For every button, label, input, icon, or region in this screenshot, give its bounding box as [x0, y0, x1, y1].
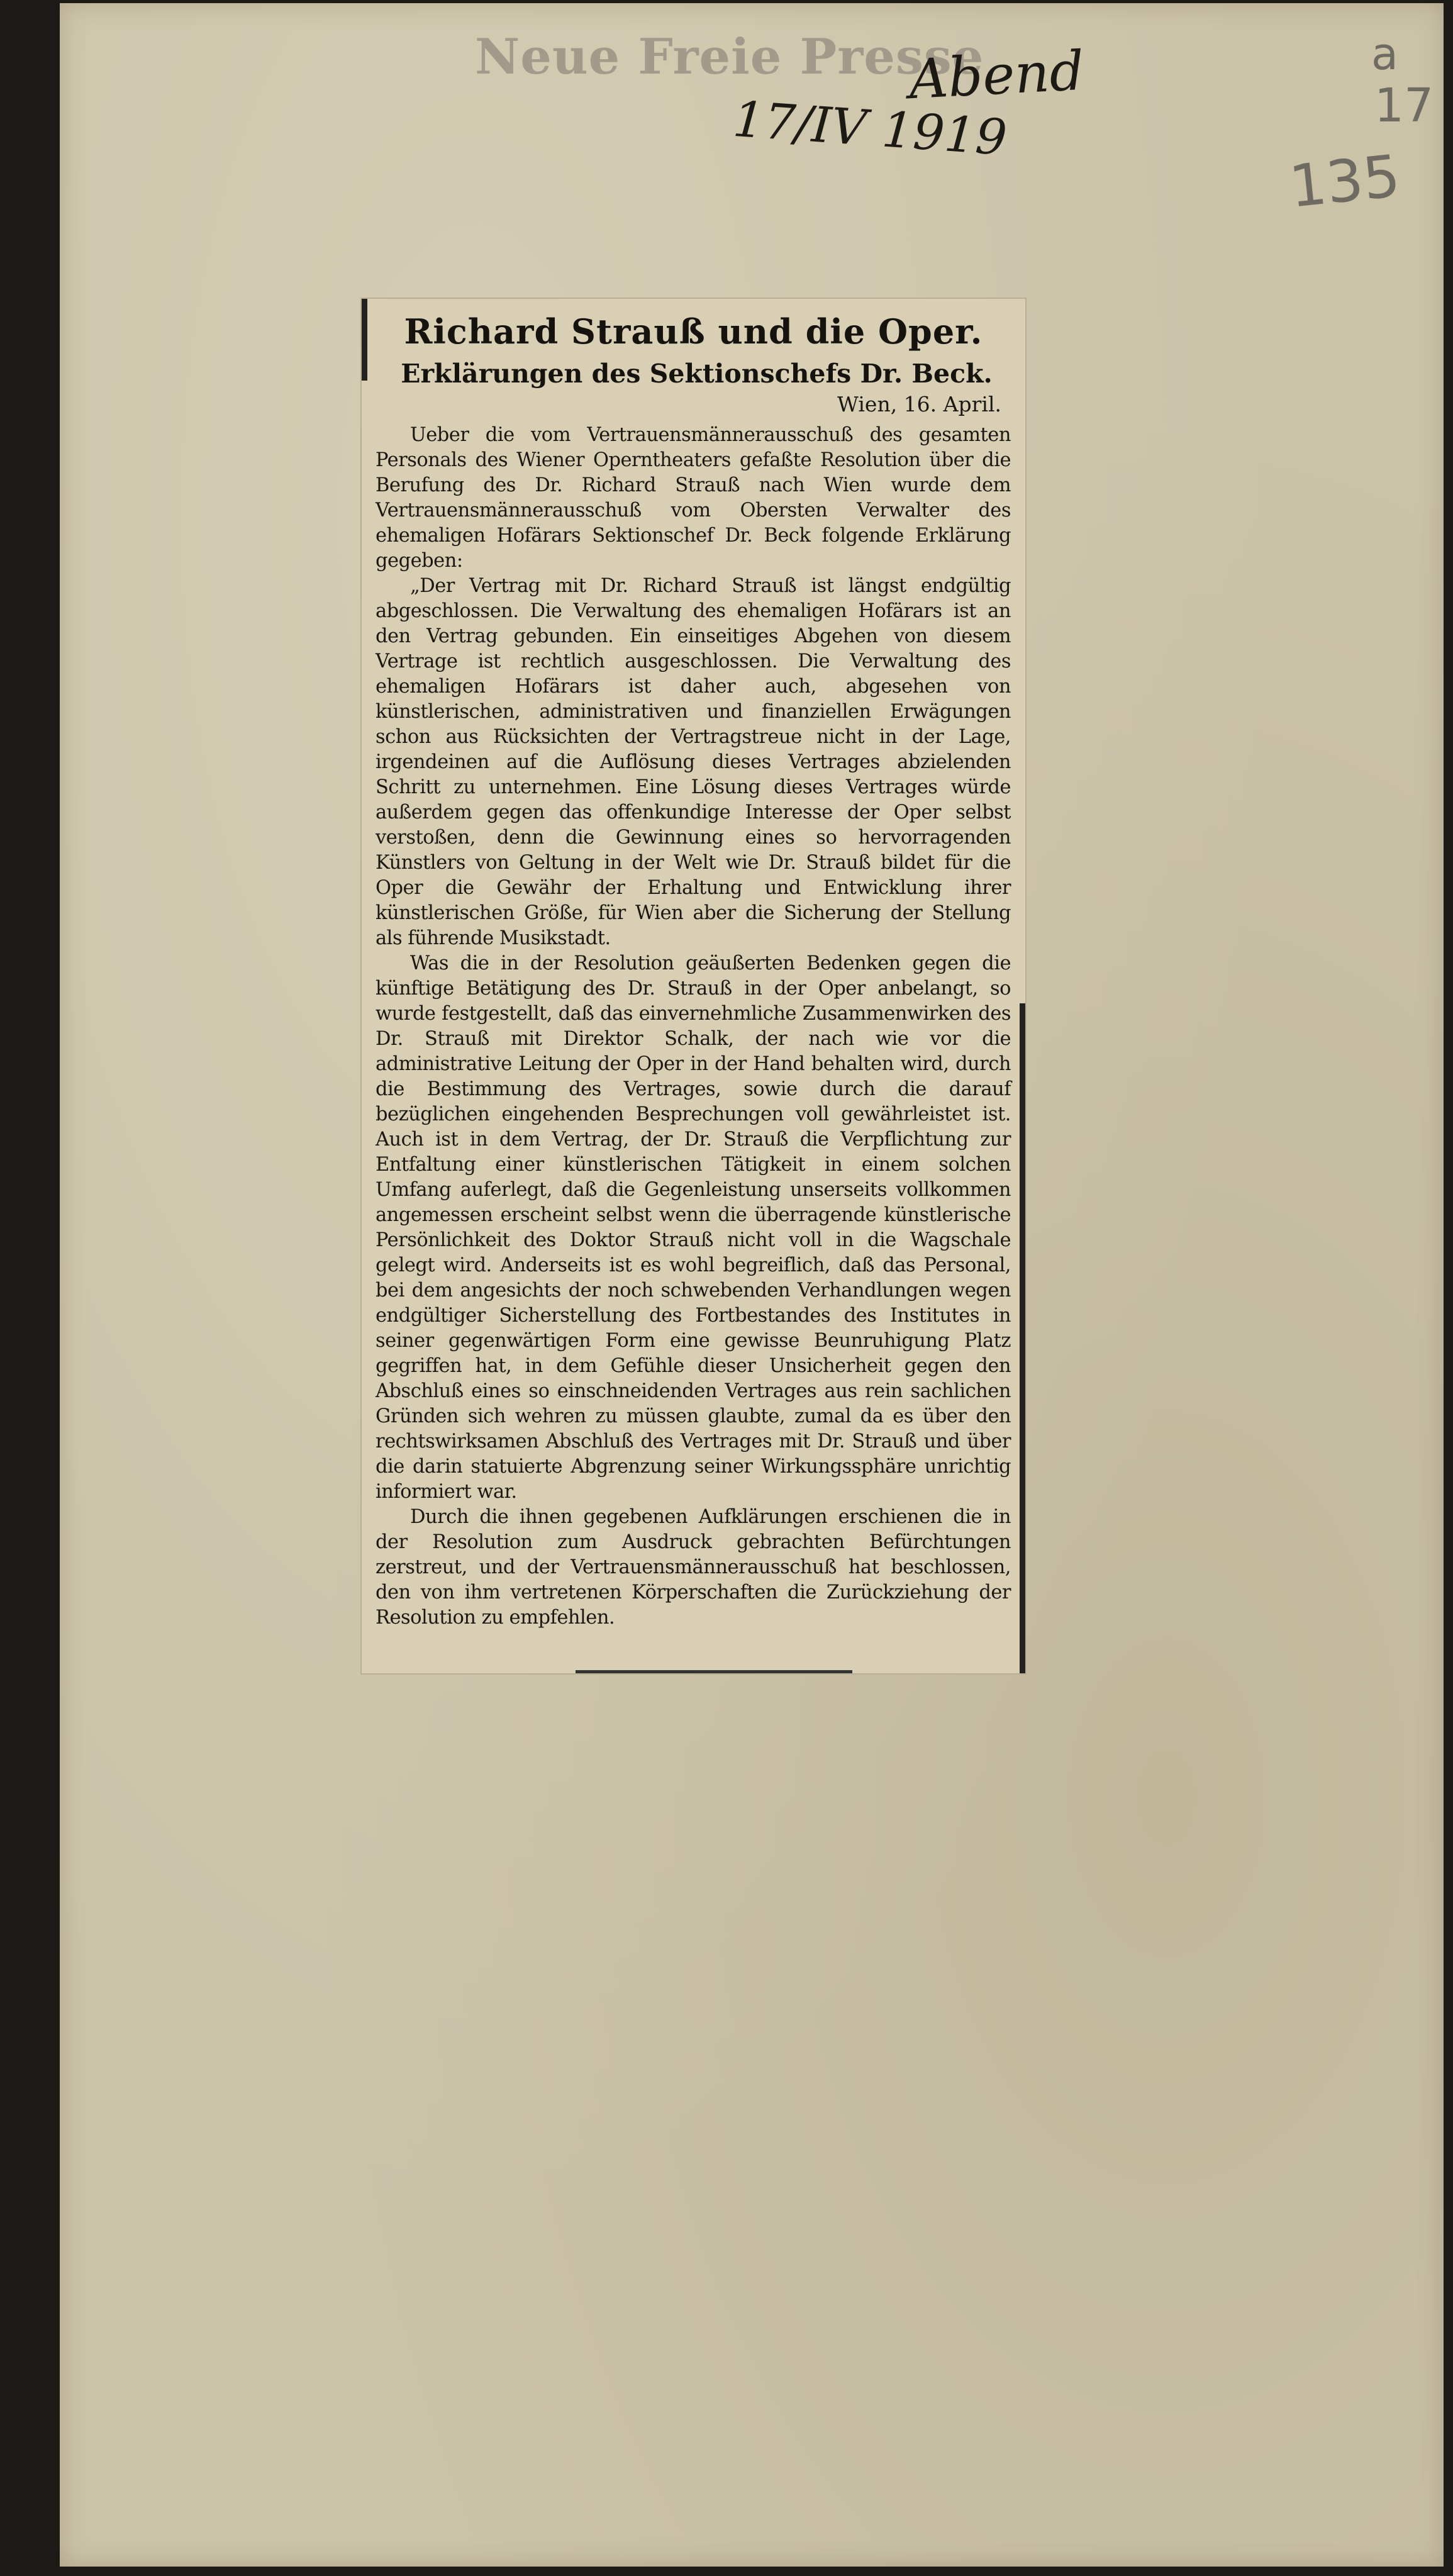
article-paragraph: „Der Vertrag mit Dr. Richard Strauß ist längst endgültig abgeschlossen. Die Verwaltung des ehemaligen Hofärars ist an den Vertrag gebunden. Ein einseitiges Abgehen von diesem Vertrage ist rechtlich ausgeschlossen. Die Verwaltung des ehemaligen Hofärars ist daher auch, abgesehen von künstlerischen, administrativen und finanziellen Erwägungen schon aus Rücksichten der Vertragstreue nicht in der Lage, irgendeinen auf die Auflösung dieses Vertrages abzielenden Schritt zu unternehmen. Eine Lösung dieses Vertrages würde außerdem gegen das offenkundige Interesse der Oper selbst verstoßen, denn die Gewinnung eines so hervorragenden Künstlers von Geltung in der Welt wie Dr. Strauß bildet für die Oper die Gewähr der Erhaltung und Entwicklung ihrer künstlerischen Größe, für Wien aber die Sicherung der Stellung als führende Musikstadt.	[376, 575, 1011, 949]
handwritten-date: 17/IV 1919	[731, 91, 1009, 167]
clipping-border-rule	[362, 299, 367, 381]
clipping-border-rule	[576, 1670, 852, 1673]
article-body	[376, 423, 1011, 1631]
handwritten-edition-note: Abend	[907, 39, 1086, 112]
article-dateline: Wien, 16. April.	[837, 392, 1001, 416]
newspaper-name-stamp: Neue Freie Presse	[475, 28, 984, 86]
article-paragraph: Durch die ihnen gegebenen Aufklärungen erschienen die in der Resolution zum Ausdruck gebrachten Befürchtungen zerstreut, und der Vertrauensmännerausschuß hat beschlossen, den von ihm vertretenen Körperschaften die Zurückziehung der Resolution zu empfehlen.	[376, 1506, 1011, 1629]
pencil-mark-number: 17	[1374, 79, 1434, 133]
clipping-border-rule	[1020, 1003, 1025, 1673]
pencil-folio-number: 135	[1286, 142, 1403, 221]
article-subheadline: Erklärungen des Sektionschefs Dr. Beck.	[401, 359, 993, 389]
pencil-mark-a: a	[1371, 28, 1398, 80]
article-paragraph: Ueber die vom Vertrauensmännerausschuß des gesamten Personals des Wiener Operntheaters gefaßte Resolution über die Berufung des Dr. Richard Strauß nach Wien wurde dem Vertrauensmännerausschuß vom Obersten Verwalter des ehemaligen Hofärars Sektionschef Dr. Beck folgende Erklärung gegeben:	[376, 424, 1011, 572]
article-paragraph: Was die in der Resolution geäußerten Bedenken gegen die künftige Betätigung des Dr. Strauß in der Oper anbelangt, so wurde festgestellt, daß das einvernehmliche Zusammenwirken des Dr. Strauß mit Direktor Schalk, der nach wie vor die administrative Leitung der Oper in der Hand behalten wird, durch die Bestimmung des Vertrages, sowie durch die darauf bezüglichen eingehenden Besprechungen voll gewährleistet ist. Auch ist in dem Vertrag, der Dr. Strauß die Verpflichtung zur Entfaltung einer künstlerischen Tätigkeit in einem solchen Umfang auferlegt, daß die Gegenleistung unserseits vollkommen angemessen erscheint selbst wenn die überragende künstlerische Persönlichkeit des Doktor Strauß nicht voll in die Wagschale gelegt wird. Anderseits ist es wohl begreiflich, daß das Personal, bei dem angesichts der noch schwebenden Verhandlungen wegen endgültiger Sicherstellung des Fortbestandes des Institutes in seiner gegenwärtigen Form eine gewisse Beunruhigung Platz gegriffen hat, in dem Gefühle dieser Unsicherheit gegen den Abschluß eines so einschneidenden Vertrages aus rein sachlichen Gründen sich wehren zu müssen glaubte, zumal da es über den rechtswirksamen Abschluß des Vertrages mit Dr. Strauß und über die darin statuierte Abgrenzung seiner Wirkungssphäre unrichtig informiert war.	[376, 952, 1011, 1503]
article-headline: Richard Strauß und die Oper.	[404, 311, 983, 352]
newspaper-clipping	[362, 299, 1025, 1673]
